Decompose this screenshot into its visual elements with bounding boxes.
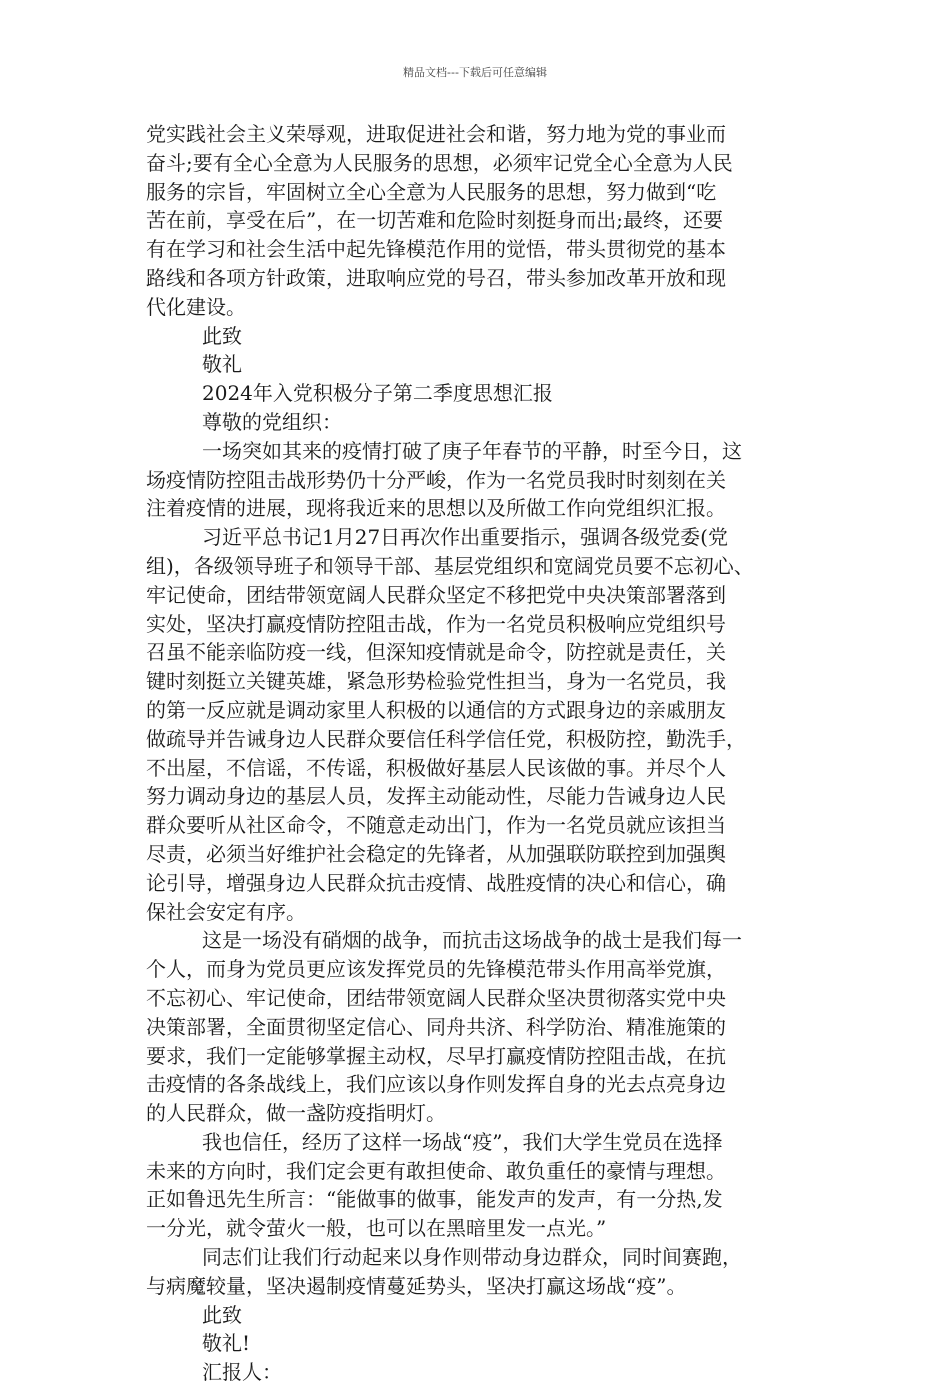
text-line: 实处，坚决打赢疫情防控阻击战，作为一名党员积极响应党组织号: [146, 611, 726, 636]
document-body: [146, 120, 806, 1387]
text-line: 组)，各级领导班子和领导干部、基层党组织和宽阔党员要不忘初心、: [146, 553, 754, 578]
text-line: 的第一反应就是调动家里人积极的以通信的方式跟身边的亲戚朋友: [146, 697, 726, 722]
text-line: 做疏导并告诫身边人民群众要信任科学信任党，积极防控，勤洗手，: [146, 726, 746, 751]
text-line: 敬礼!: [202, 1331, 251, 1356]
text-line: 不出屋，不信谣，不传谣，积极做好基层人民该做的事。并尽个人: [146, 755, 726, 780]
text-line: 同志们让我们行动起来以身作则带动身边群众，同时间赛跑，: [202, 1245, 742, 1270]
text-line: 苦在前，享受在后”，在一切苦难和危险时刻挺身而出;最终，还要: [146, 208, 723, 233]
text-line: 2024年入党积极分子第二季度思想汇报: [202, 381, 553, 406]
text-line: 要求，我们一定能够掌握主动权，尽早打赢疫情防控阻击战，在抗: [146, 1043, 726, 1068]
text-line: 与病魔较量，坚决遏制疫情蔓延势头，坚决打赢这场战“疫”。: [146, 1273, 687, 1298]
text-line: 尊敬的党组织：: [202, 409, 342, 434]
text-line: 此致: [202, 323, 242, 348]
text-line: 奋斗;要有全心全意为人民服务的思想，必须牢记党全心全意为人民: [146, 150, 733, 175]
text-line: 不忘初心、牢记使命，团结带领宽阔人民群众坚决贯彻落实党中央: [146, 985, 726, 1010]
text-line: 的人民群众，做一盏防疫指明灯。: [146, 1101, 446, 1126]
text-line: 尽责，必须当好维护社会稳定的先锋者，从加强联防联控到加强舆: [146, 841, 726, 866]
text-line: 键时刻挺立关键英雄，紧急形势检验党性担当，身为一名党员，我: [146, 669, 726, 694]
text-line: 这是一场没有硝烟的战争，而抗击这场战争的战士是我们每一: [202, 928, 742, 953]
text-line: 路线和各项方针政策，进取响应党的号召，带头参加改革开放和现: [146, 265, 726, 290]
text-line: 场疫情防控阻击战形势仍十分严峻，作为一名党员我时时刻刻在关: [146, 467, 726, 492]
text-line: 一场突如其来的疫情打破了庚子年春节的平静，时至今日，这: [202, 438, 742, 463]
text-line: 决策部署，全面贯彻坚定信心、同舟共济、科学防治、精准施策的: [146, 1014, 726, 1039]
text-line: 汇报人：: [202, 1360, 282, 1385]
text-line: 正如鲁迅先生所言：“能做事的做事，能发声的发声，有一分热,发: [146, 1187, 723, 1212]
text-line: 群众要听从社区命令，不随意走动出门，作为一名党员就应该担当: [146, 813, 726, 838]
text-line: 敬礼: [202, 352, 242, 377]
text-line: 党实践社会主义荣辱观，进取促进社会和谐，努力地为党的事业而: [146, 122, 726, 146]
text-line: 有在学习和社会生活中起先锋模范作用的觉悟，带头贯彻党的基本: [146, 237, 726, 262]
text-line: 个人，而身为党员更应该发挥党员的先锋模范带头作用高举党旗，: [146, 957, 726, 982]
text-line: 召虽不能亲临防疫一线，但深知疫情就是命令，防控就是责任，关: [146, 640, 726, 665]
text-line: 一分光，就令萤火一般，也可以在黑暗里发一点光。”: [146, 1216, 607, 1241]
text-line: 论引导，增强身边人民群众抗击疫情、战胜疫情的决心和信心，确: [146, 870, 726, 895]
text-line: 我也信任，经历了这样一场战“疫”，我们大学生党员在选择: [202, 1129, 723, 1154]
text-line: 牢记使命，团结带领宽阔人民群众坚定不移把党中央决策部署落到: [146, 582, 726, 607]
page-header: 精品文档---下载后可任意编辑: [403, 66, 547, 79]
text-line: 保社会安定有序。: [146, 899, 306, 924]
text-line: 代化建设。: [146, 294, 246, 319]
text-line: 此致: [202, 1302, 242, 1327]
text-line: 注着疫情的进展，现将我近来的思想以及所做工作向党组织汇报。: [146, 496, 726, 521]
text-line: 努力调动身边的基层人员，发挥主动能动性，尽能力告诫身边人民: [146, 784, 726, 809]
text-line: 未来的方向时，我们定会更有敢担使命、敢负重任的豪情与理想。: [146, 1158, 726, 1183]
text-line: 习近平总书记1月27日再次作出重要指示，强调各级党委(党: [202, 525, 728, 550]
text-line: 服务的宗旨，牢固树立全心全意为人民服务的思想，努力做到“吃: [146, 179, 717, 204]
text-line: 击疫情的各条战线上，我们应该以身作则发挥自身的光去点亮身边: [146, 1072, 726, 1097]
